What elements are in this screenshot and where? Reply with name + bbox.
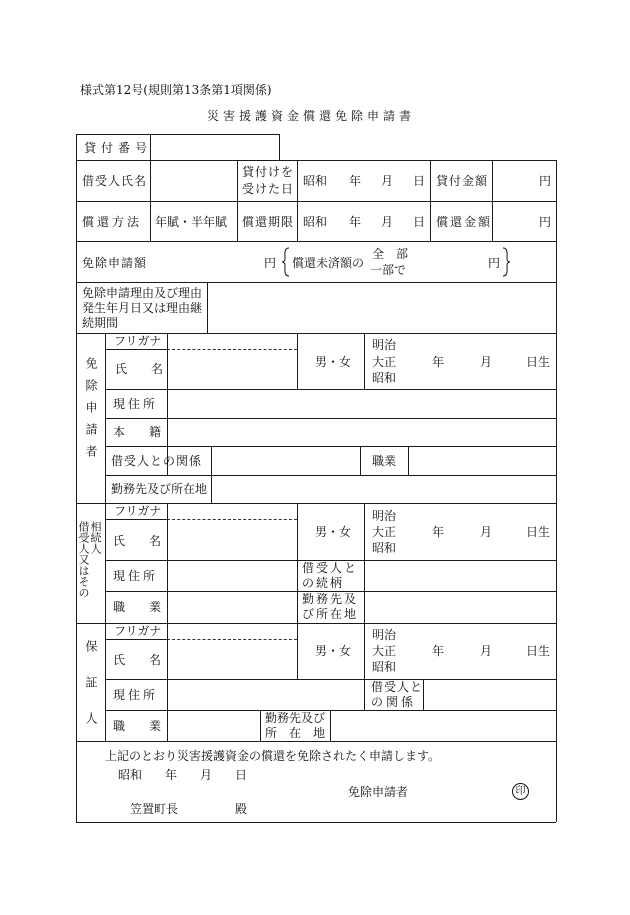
applicant-gender[interactable]: 男・女 <box>315 355 352 369</box>
repayment-amount-label: 償還金額 <box>436 215 493 229</box>
received-era: 昭和 <box>303 174 328 188</box>
right-brace-icon <box>501 247 511 277</box>
guarantor-occupation-label: 職 業 <box>113 719 168 733</box>
loan-number-field[interactable] <box>152 136 277 158</box>
applicant-domicile-field[interactable] <box>169 420 554 444</box>
applicant-workplace-label: 勤務先及び所在地 <box>111 482 208 496</box>
guarantor-furigana-label: フリガナ <box>114 624 162 638</box>
guarantor-relation-field[interactable] <box>425 681 554 708</box>
repayment-method-label: 償還方法 <box>82 215 143 229</box>
deadline-month: 月 <box>381 215 394 229</box>
exemption-amount-label: 免除申請額 <box>82 256 148 270</box>
heir-birth-year: 年 <box>432 525 445 539</box>
guarantor-birth-month: 月 <box>480 644 493 658</box>
deadline-year: 年 <box>349 215 362 229</box>
unpaid-label: 償還未済額の <box>292 256 365 270</box>
applicant-side-label: 免除申請者 <box>84 357 98 467</box>
reason-label-2: 発生年月日又は理由継 <box>82 301 203 315</box>
loan-amount-label: 貸付金額 <box>436 174 489 188</box>
guarantor-birth-day: 日生 <box>526 644 551 658</box>
reason-field[interactable] <box>209 284 554 331</box>
heir-workplace-label-2: び所在地 <box>302 607 359 621</box>
received-label-2: 受けた日 <box>242 182 295 196</box>
reason-label-3: 続期間 <box>82 316 119 330</box>
applicant-relation-label: 借受人との関係 <box>111 454 203 468</box>
guarantor-address-label: 現住所 <box>113 688 159 702</box>
received-month: 月 <box>381 174 394 188</box>
heir-workplace-label-1: 勤務先及 <box>302 592 359 606</box>
addressee: 笠置町長 <box>130 802 179 816</box>
date-era: 昭和 <box>118 768 143 782</box>
applicant-address-field[interactable] <box>169 391 554 416</box>
form-number: 様式第12号(規則第13条第1項関係) <box>80 83 272 97</box>
heir-relation-label-2: の続柄 <box>302 576 345 590</box>
received-day: 日 <box>413 174 426 188</box>
exemption-yen: 円 <box>264 256 277 270</box>
borrower-name-label: 借受人氏名 <box>82 174 148 188</box>
applicant-name-field[interactable] <box>169 351 295 387</box>
loan-number-label: 貸付番号 <box>84 141 153 155</box>
seal-icon: 印 <box>512 783 529 800</box>
guarantor-occupation-field[interactable] <box>169 712 258 739</box>
heir-name-field[interactable] <box>169 521 295 558</box>
heir-address-label: 現住所 <box>113 569 159 583</box>
heir-side-label-2: 借受人又はその <box>77 521 90 598</box>
applicant-taisho: 大正 <box>372 355 397 369</box>
unpaid-yen: 円 <box>488 256 501 270</box>
part-option[interactable]: 一部で <box>370 263 407 277</box>
received-year: 年 <box>349 174 362 188</box>
heir-workplace-field[interactable] <box>366 593 554 621</box>
heir-meiji: 明治 <box>372 509 397 523</box>
guarantor-relation-label-1: 借受人と <box>371 680 424 694</box>
heir-taisho: 大正 <box>372 525 397 539</box>
applicant-occupation-label: 職業 <box>372 454 397 468</box>
guarantor-showa: 昭和 <box>372 660 397 674</box>
applicant-furigana-label: フリガナ <box>114 334 162 348</box>
guarantor-gender[interactable]: 男・女 <box>315 644 352 658</box>
heir-relation-label-1: 借受人と <box>302 561 359 575</box>
heir-showa: 昭和 <box>372 541 397 555</box>
heir-relation-field[interactable] <box>366 562 554 589</box>
applicant-meiji: 明治 <box>372 338 397 352</box>
loan-amount-yen: 円 <box>539 174 552 188</box>
applicant-domicile-label: 本 籍 <box>113 425 168 439</box>
guarantor-meiji: 明治 <box>372 628 397 642</box>
guarantor-relation-label-2: の関係 <box>371 695 417 709</box>
applicant-birth-year: 年 <box>432 355 445 369</box>
guarantor-workplace-label-1: 勤務先及び <box>265 711 326 725</box>
application-statement: 上記のとおり災害援護資金の償還を免除されたく申請します。 <box>105 749 441 763</box>
heir-occupation-field[interactable] <box>169 593 295 621</box>
applicant-birth-month: 月 <box>480 355 493 369</box>
guarantor-side-label: 保証人 <box>84 640 98 748</box>
applicant-birth-day: 日生 <box>526 355 551 369</box>
guarantor-taisho: 大正 <box>372 644 397 658</box>
deadline-era: 昭和 <box>303 215 328 229</box>
guarantor-workplace-label-2: 所 在 地 <box>265 726 326 740</box>
left-brace-icon <box>281 247 291 277</box>
borrower-name-field[interactable] <box>152 162 235 199</box>
applicant-address-label: 現住所 <box>113 397 159 411</box>
heir-furigana-label: フリガナ <box>114 504 162 518</box>
guarantor-workplace-field[interactable] <box>332 712 554 739</box>
heir-occupation-label: 職 業 <box>113 600 168 614</box>
heir-side-label-1: 相続人 <box>89 521 102 554</box>
guarantor-birth-year: 年 <box>432 644 445 658</box>
guarantor-name-label: 氏 名 <box>113 653 168 667</box>
honorific: 殿 <box>235 802 248 816</box>
date-day: 日 <box>235 768 248 782</box>
form-title: 災害援護資金償還免除申請書 <box>207 109 416 123</box>
all-option[interactable]: 全 部 <box>372 247 409 261</box>
applicant-workplace-field[interactable] <box>213 477 554 501</box>
received-label-1: 貸付けを <box>242 165 295 179</box>
heir-birth-day: 日生 <box>526 525 551 539</box>
applicant-relation-field[interactable] <box>213 448 358 473</box>
date-year: 年 <box>165 768 178 782</box>
heir-birth-month: 月 <box>480 525 493 539</box>
date-month: 月 <box>200 768 213 782</box>
applicant-showa: 昭和 <box>372 371 397 385</box>
heir-address-field[interactable] <box>169 562 295 589</box>
guarantor-address-field[interactable] <box>169 681 362 708</box>
applicant-name-label: 氏 名 <box>115 362 170 376</box>
guarantor-name-field[interactable] <box>169 641 295 677</box>
heir-gender[interactable]: 男・女 <box>315 525 352 539</box>
reason-label-1: 免除申請理由及び理由 <box>82 286 203 300</box>
repayment-deadline-label: 償還期限 <box>242 215 295 229</box>
repayment-amount-yen: 円 <box>539 215 552 229</box>
footer-applicant-label: 免除申請者 <box>348 785 409 799</box>
heir-name-label: 氏 名 <box>113 534 168 548</box>
deadline-day: 日 <box>413 215 426 229</box>
repayment-method-value[interactable]: 年賦・半年賦 <box>155 215 228 229</box>
applicant-occupation-field[interactable] <box>410 448 554 473</box>
